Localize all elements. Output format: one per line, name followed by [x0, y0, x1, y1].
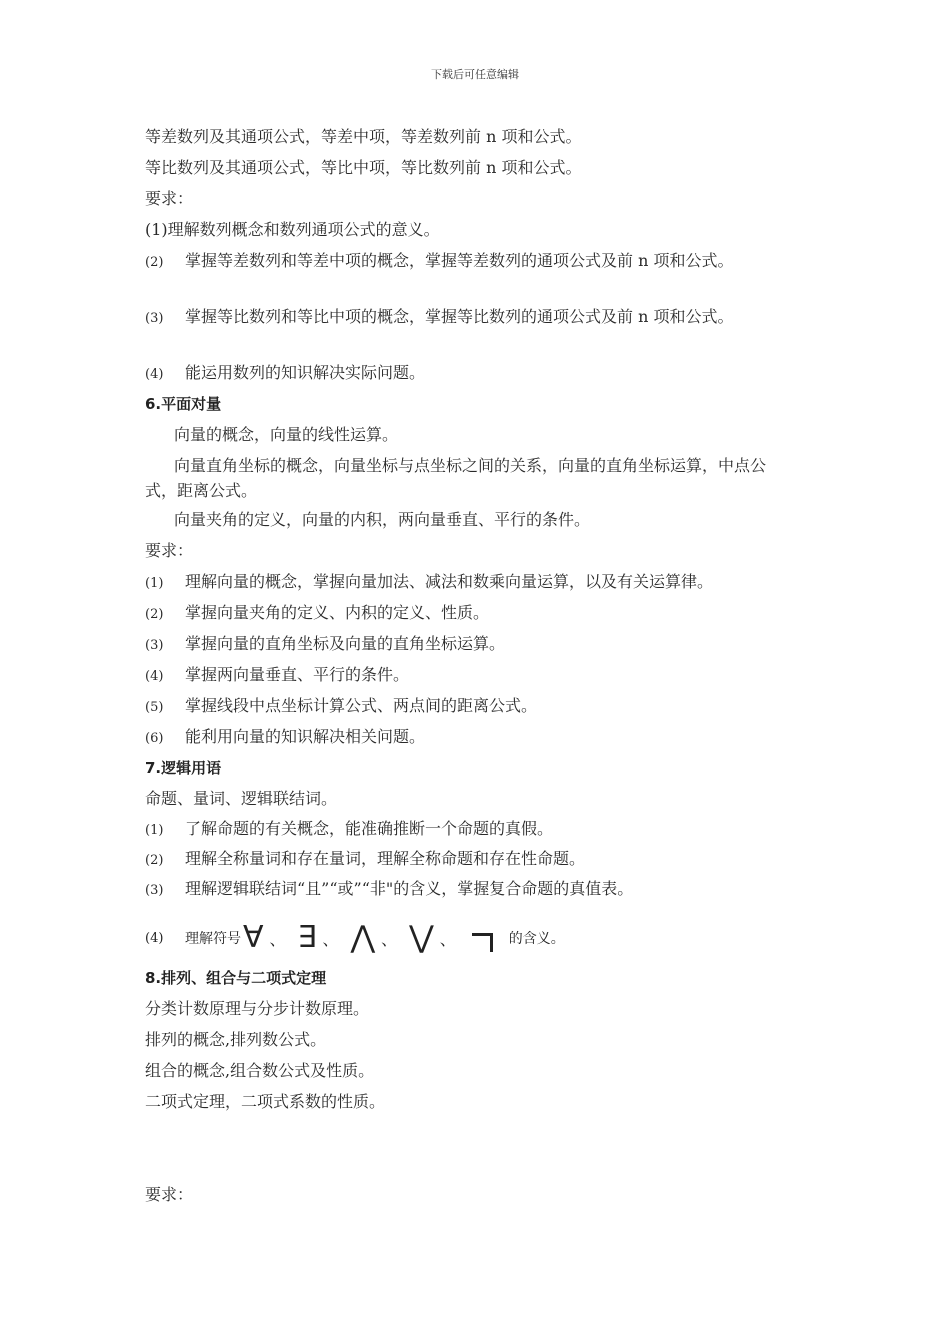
- item-text: 理解逻辑联结词“且”“或”“非"的含义，掌握复合命题的真值表。: [185, 879, 634, 898]
- item-text: 理解全称量词和存在量词，理解全称命题和存在性命题。: [185, 849, 586, 868]
- separator: 、: [269, 929, 286, 949]
- section-heading: 7.逻辑用语: [145, 759, 222, 777]
- section-heading: 8.排列、组合与二项式定理: [145, 969, 327, 987]
- text-line: 排列的概念,排列数公式。: [145, 1030, 327, 1049]
- list-item: [145, 219, 440, 241]
- requirements-label: 要求：: [145, 1185, 194, 1204]
- separator: 、: [322, 929, 339, 949]
- text-line: 等比数列及其通项公式，等比中项，等比数列前 n 项和公式。: [145, 158, 582, 177]
- forall-symbol: ∀: [243, 920, 264, 955]
- text-line: 向量直角坐标的概念，向量坐标与点坐标之间的关系，向量的直角坐标运算，中点公 式，距离公式。: [145, 456, 788, 500]
- or-symbol: ⋁: [409, 920, 434, 955]
- text-line: 命题、量词、逻辑联结词。: [145, 789, 338, 808]
- text-line: 向量夹角的定义，向量的内积，两向量垂直、平行的条件。: [174, 510, 591, 529]
- item-text: 掌握等比数列和等比中项的概念，掌握等比数列的通项公式及前 n 项和公式。: [185, 307, 734, 326]
- list-item: [145, 602, 489, 626]
- and-symbol: ⋀: [350, 920, 376, 955]
- item-text: 能运用数列的知识解决实际问题。: [185, 363, 426, 382]
- item-text: 掌握线段中点坐标计算公式、两点间的距离公式。: [185, 696, 538, 715]
- item-number: (1): [145, 576, 164, 591]
- list-item: [145, 726, 425, 750]
- list-item: [145, 664, 409, 688]
- text-line: 向量的概念，向量的线性运算。: [174, 425, 399, 444]
- list-item: [145, 695, 537, 719]
- text-line: 组合的概念,组合数公式及性质。: [145, 1061, 375, 1080]
- item-number: (4): [145, 367, 164, 382]
- list-item: [145, 362, 425, 386]
- item-text: 的含义。: [508, 931, 565, 947]
- item-number: (6): [145, 731, 164, 746]
- text-line: 等差数列及其通项公式，等差中项，等差数列前 n 项和公式。: [145, 127, 582, 146]
- item-text: 理解向量的概念，掌握向量加法、减法和数乘向量运算，以及有关运算律。: [185, 572, 714, 591]
- list-item: [145, 818, 553, 842]
- separator: 、: [381, 929, 398, 949]
- item-text: 掌握向量的直角坐标及向量的直角坐标运算。: [185, 634, 506, 653]
- item-text: 理解符号: [185, 931, 241, 947]
- requirements-label: 要求：: [145, 541, 194, 560]
- requirements-label: 要求：: [145, 189, 194, 208]
- list-item: [145, 571, 713, 595]
- list-item: [145, 848, 585, 872]
- item-number: (4): [145, 669, 164, 684]
- item-number: (2): [145, 607, 164, 622]
- item-text: 掌握两向量垂直、平行的条件。: [185, 665, 410, 684]
- text-line: 分类计数原理与分步计数原理。: [145, 999, 370, 1018]
- not-symbol-icon: [472, 933, 493, 952]
- item-number: (2): [145, 853, 164, 868]
- list-item: [145, 633, 505, 657]
- item-number: (3): [145, 638, 164, 653]
- item-number: (3): [145, 311, 164, 326]
- item-number: (2): [145, 255, 164, 270]
- item-number: (1): [145, 220, 168, 239]
- list-item: [145, 304, 805, 331]
- text-line: 二项式定理，二项式系数的性质。: [145, 1092, 386, 1111]
- list-item: [145, 248, 805, 275]
- exists-symbol: ∃: [297, 920, 317, 955]
- item-text: 掌握向量夹角的定义、内积的定义、性质。: [185, 603, 490, 622]
- item-number: (4): [145, 930, 164, 946]
- item-text: 能利用向量的知识解决相关问题。: [185, 727, 426, 746]
- section-heading: 6.平面对量: [145, 395, 222, 413]
- page-header: 下载后可任意编辑: [431, 68, 519, 81]
- list-item-symbols: [145, 918, 565, 958]
- item-text: 理解数列概念和数列通项公式的意义。: [167, 220, 440, 239]
- item-text: 掌握等差数列和等差中项的概念，掌握等差数列的通项公式及前 n 项和公式。: [185, 251, 734, 270]
- item-number: (5): [145, 700, 164, 715]
- separator: 、: [439, 929, 456, 949]
- item-number: (3): [145, 883, 164, 898]
- item-text: 了解命题的有关概念，能准确推断一个命题的真假。: [185, 819, 554, 838]
- list-item: [145, 878, 633, 902]
- item-number: (1): [145, 823, 164, 838]
